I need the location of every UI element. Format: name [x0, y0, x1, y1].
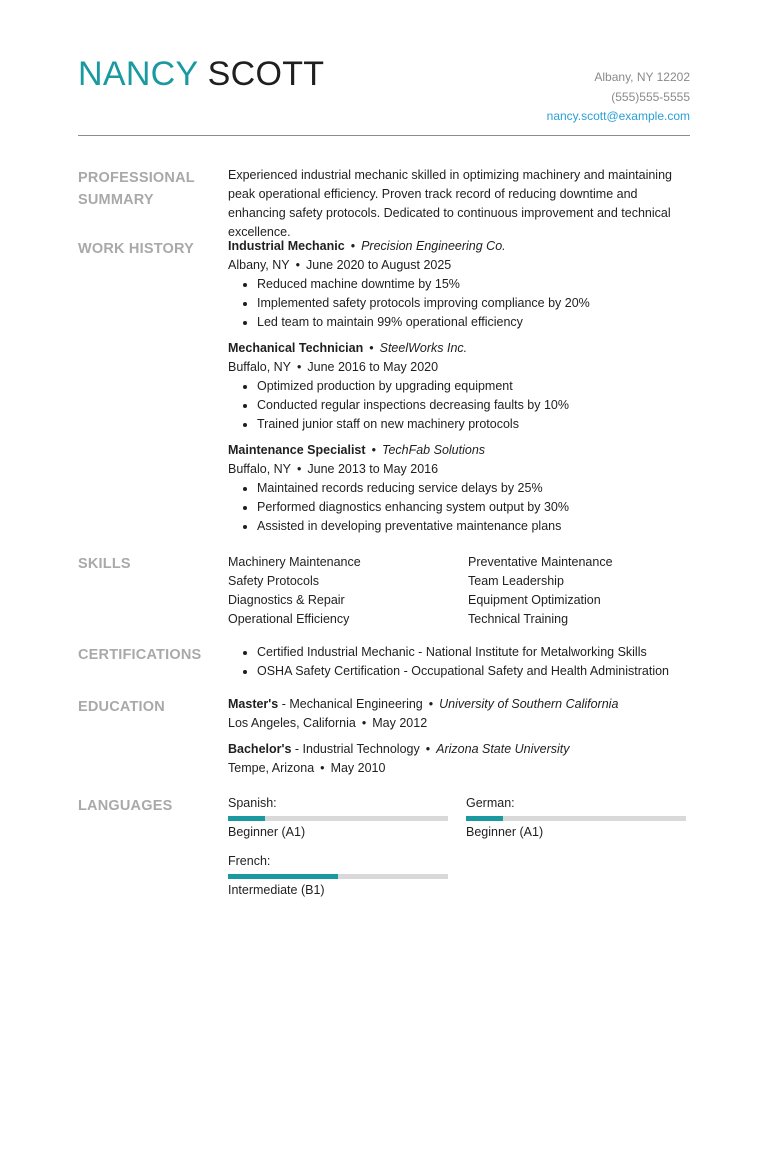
first-name: NANCY [78, 55, 198, 93]
work-history-section [228, 237, 690, 543]
job-bullet: • Performed diagnostics enhancing system output by 30% [257, 498, 690, 517]
degree-name: Bachelor's [228, 742, 292, 756]
language-level: Intermediate (B1) [228, 883, 325, 897]
certifications-section [228, 643, 690, 681]
school-location: Tempe, Arizona [228, 761, 315, 775]
certification-item: • OSHA Safety Certification - Occupational Safety and Health Administration [257, 662, 690, 681]
graduation-date: May 2012 [372, 716, 428, 730]
skill-item: Machinery Maintenance [228, 555, 361, 569]
degree-field: - Mechanical Engineering [278, 697, 423, 711]
education-entry [228, 740, 690, 778]
job-bullet: • Led team to maintain 99% operational efficiency [257, 313, 690, 332]
school-name: Arizona State University [436, 742, 570, 756]
job-title: Maintenance Specialist [228, 443, 366, 457]
section-title-work-history: WORK HISTORY [78, 241, 194, 257]
job-entry [228, 441, 690, 536]
language-name: French: [228, 854, 271, 868]
skills-list [228, 553, 690, 629]
job-bullets [228, 377, 690, 434]
language-proficiency-bar [228, 874, 448, 879]
job-heading [228, 339, 690, 358]
job-bullet: • Conducted regular inspections decreasing faults by 10% [257, 396, 690, 415]
header-divider [78, 135, 690, 136]
skill-item: Equipment Optimization [468, 593, 601, 607]
education-meta [228, 714, 690, 733]
skill-item: Preventative Maintenance [468, 555, 613, 569]
language-item [228, 852, 466, 900]
separator-dot: • [361, 716, 367, 730]
phone-text: (555)555-5555 [611, 89, 690, 104]
job-bullets [228, 275, 690, 332]
education-heading [228, 740, 690, 759]
graduation-date: May 2010 [330, 761, 386, 775]
separator-dot: • [369, 341, 374, 355]
skill-item: Technical Training [468, 612, 569, 626]
job-company: SteelWorks Inc. [379, 341, 468, 355]
school-name: University of Southern California [439, 697, 619, 711]
job-company: Precision Engineering Co. [361, 239, 506, 253]
language-proficiency-fill [466, 816, 503, 821]
job-location: Albany, NY [228, 258, 290, 272]
contact-info [547, 68, 690, 127]
separator-dot: • [428, 697, 434, 711]
degree-name: Master's [228, 697, 279, 711]
skill-item: Operational Efficiency [228, 612, 350, 626]
language-item [466, 794, 690, 842]
job-heading [228, 237, 690, 256]
separator-dot: • [350, 239, 356, 253]
section-title-languages: LANGUAGES [78, 798, 173, 814]
language-item [228, 794, 466, 842]
job-meta [228, 358, 690, 377]
separator-dot: • [320, 761, 325, 775]
job-bullets [228, 479, 690, 536]
location-text: Albany, NY 12202 [594, 70, 690, 84]
degree-field: - Industrial Technology [291, 742, 420, 756]
school-location: Los Angeles, California [228, 716, 356, 730]
language-level: Beginner (A1) [466, 825, 544, 839]
job-location: Buffalo, NY [228, 462, 292, 476]
job-entry [228, 339, 690, 434]
language-name: Spanish: [228, 796, 277, 810]
language-proficiency-fill [228, 874, 338, 879]
language-proficiency-fill [228, 816, 265, 821]
job-dates: June 2020 to August 2025 [306, 258, 452, 272]
job-dates: June 2013 to May 2016 [307, 462, 439, 476]
job-bullet: • Implemented safety protocols improving compliance by 20% [257, 294, 690, 313]
education-meta [228, 759, 690, 778]
job-entry [228, 237, 690, 332]
section-title-education: EDUCATION [78, 699, 165, 715]
job-bullet: • Trained junior staff on new machinery protocols [257, 415, 690, 434]
job-bullet: • Optimized production by upgrading equipment [257, 377, 690, 396]
job-title: Industrial Mechanic [228, 239, 345, 253]
section-title-summary [78, 167, 208, 211]
skill-item: Team Leadership [468, 574, 564, 588]
language-name: German: [466, 796, 515, 810]
job-dates: June 2016 to May 2020 [307, 360, 439, 374]
skill-item: Diagnostics & Repair [228, 593, 345, 607]
email-link[interactable]: nancy.scott@example.com [546, 109, 690, 123]
job-meta [228, 256, 690, 275]
language-level: Beginner (A1) [228, 825, 306, 839]
language-proficiency-bar [466, 816, 686, 821]
candidate-name [78, 52, 324, 96]
education-section [228, 695, 690, 785]
separator-dot: • [297, 360, 302, 374]
summary-text: Experienced industrial mechanic skilled in optimizing machinery and maintaining peak operational efficiency. Proven track record of reducing downtime and enhancing safety protocols. Dedicated to continuous improvement and technical excellence. [228, 168, 672, 239]
summary-section [228, 166, 690, 242]
job-bullet: • Assisted in developing preventative maintenance plans [257, 517, 690, 536]
job-location: Buffalo, NY [228, 360, 292, 374]
certification-item: • Certified Industrial Mechanic - National Institute for Metalworking Skills [257, 643, 690, 662]
job-title: Mechanical Technician [228, 341, 364, 355]
summary-title-line1: PROFESSIONAL [78, 170, 195, 186]
education-entry [228, 695, 690, 733]
separator-dot: • [425, 742, 431, 756]
languages-section [228, 794, 690, 900]
skill-item: Safety Protocols [228, 574, 320, 588]
job-company: TechFab Solutions [381, 443, 486, 457]
section-title-certifications: CERTIFICATIONS [78, 647, 202, 663]
education-heading [228, 695, 690, 714]
summary-title-line2: SUMMARY [78, 192, 154, 208]
job-meta [228, 460, 690, 479]
last-name: SCOTT [207, 55, 325, 93]
separator-dot: • [371, 443, 376, 457]
language-proficiency-bar [228, 816, 448, 821]
job-heading [228, 441, 690, 460]
job-bullet: • Reduced machine downtime by 15% [257, 275, 690, 294]
separator-dot: • [295, 258, 300, 272]
job-bullet: • Maintained records reducing service delays by 25% [257, 479, 690, 498]
certification-list [228, 643, 690, 681]
section-title-skills: SKILLS [78, 556, 131, 572]
separator-dot: • [297, 462, 302, 476]
